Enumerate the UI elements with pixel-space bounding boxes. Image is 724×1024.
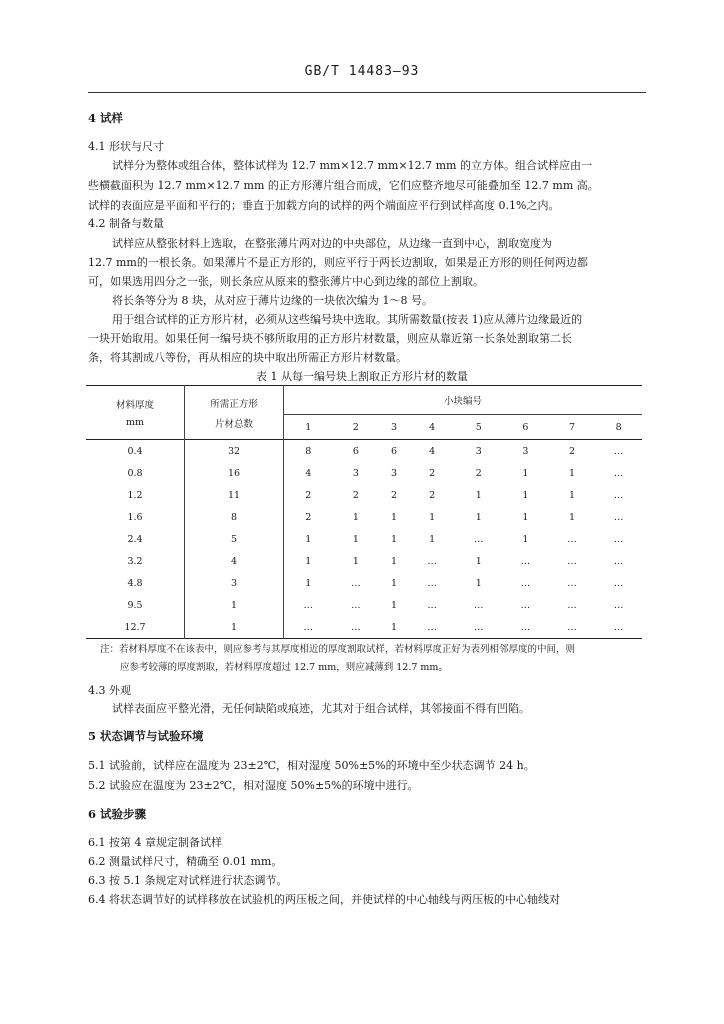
table-note: 应参考较薄的厚度割取，若材料厚度超过 12.7 mm，则应减薄到 12.7 mm。 (120, 662, 448, 673)
section-4-3-title: 4.3 外观 (88, 684, 131, 697)
section-4-1-line: 些横截面积为 12.7 mm×12.7 mm 的正方形薄片组合而成，它们应整齐地尽可能叠加至 12.7 mm 高。 (88, 179, 599, 192)
block-count-cell: … (613, 533, 624, 545)
standard-number-header: GB/T 14483—93 (304, 64, 420, 79)
block-count-cell: 2 (568, 445, 575, 457)
section-4-1-line: 试样分为整体或组合体，整体试样为 12.7 mm×12.7 mm×12.7 mm 的立方体。组合试样应由一 (112, 159, 592, 172)
block-count-cell: … (427, 621, 437, 633)
block-count-cell: 2 (429, 489, 436, 501)
total-count-cell: 1 (185, 594, 284, 616)
block-count-cell: 1 (390, 555, 398, 567)
block-count-cell: … (567, 555, 577, 567)
section-5-1: 5.1 试验前，试样应在温度为 23±2℃，相对湿度 50%±5%的环境中至少状态调节 24 h。 (88, 759, 535, 772)
block-count-cell: 1 (429, 511, 436, 523)
block-count-cell: 8 (284, 440, 333, 463)
block-number-cell: 5 (475, 421, 482, 433)
block-count-cell: … (284, 616, 333, 639)
block-number-cell: 3 (390, 421, 398, 433)
block-count-cell: … (351, 599, 361, 611)
section-6-3: 6.3 按 5.1 条规定对试样进行状态调节。 (88, 874, 288, 887)
thickness-cell: 12.7 (124, 621, 146, 633)
section-4-3-line: 试样表面应平整光滑，无任何缺陷或痕迹，尤其对于组合试样，其邻接面不得有凹陷。 (112, 702, 530, 715)
block-count-cell: 2 (352, 489, 359, 501)
block-count-cell: 1 (568, 489, 575, 501)
total-count-cell: 8 (185, 506, 284, 528)
block-count-cell: … (567, 621, 577, 633)
table-note: 注：若材料厚度不在该表中，则应参考与其厚度相近的厚度割取试样，若材料厚度正好为表列相邻厚度的中间，则 (100, 644, 576, 655)
block-count-cell: … (520, 599, 531, 611)
section-4-2-line: 将长条等分为 8 块，从对应于薄片边缘的一块依次编为 1～8 号。 (112, 294, 433, 307)
block-count-cell: 3 (475, 445, 482, 457)
block-count-cell: … (567, 533, 577, 545)
block-count-cell: 1 (429, 533, 436, 545)
thickness-cell: 1.6 (127, 511, 143, 523)
table-row (86, 572, 642, 594)
block-count-cell: 1 (284, 550, 333, 572)
block-count-cell: 1 (390, 511, 398, 523)
block-count-cell: 2 (284, 506, 333, 528)
table-body (86, 440, 642, 639)
block-count-cell: 1 (475, 577, 482, 589)
table-row (86, 528, 642, 550)
block-count-cell: 3 (522, 445, 529, 457)
block-count-cell: … (427, 599, 437, 611)
block-count-cell: 6 (390, 445, 398, 457)
block-number-cell: 7 (568, 421, 575, 433)
table-row (86, 484, 642, 506)
section-4-2-title: 4.2 制备与数量 (88, 217, 164, 230)
block-count-cell: … (474, 621, 484, 633)
block-count-cell: 4 (284, 462, 333, 484)
section-4-2-line: 可，如果选用四分之一张，则长条应从原来的整张薄片中心到边缘的部位上割取。 (88, 275, 484, 288)
section-6-4: 6.4 将状态调节好的试样移放在试验机的两压板之间，并使试样的中心轴线与两压板的中心轴线对 (88, 893, 560, 906)
block-count-cell: 1 (522, 489, 529, 501)
block-count-cell: … (613, 621, 624, 633)
block-count-cell: … (613, 577, 624, 589)
block-number-cell: 1 (284, 415, 333, 440)
total-count-cell: 16 (185, 462, 284, 484)
block-count-cell: … (427, 577, 437, 589)
total-count-cell: 3 (185, 572, 284, 594)
block-count-cell: 2 (390, 489, 398, 501)
block-count-cell: … (613, 555, 624, 567)
total-count-cell: 4 (185, 550, 284, 572)
thickness-cell: 9.5 (127, 599, 143, 611)
block-count-cell: … (520, 577, 531, 589)
section-4-2-line: 用于组合试样的正方形片材，必须从这些编号块中选取。其所需数量(按表 1)应从薄片边缘最近的 (112, 313, 583, 326)
block-count-cell: … (427, 555, 437, 567)
block-count-cell: 4 (429, 445, 436, 457)
table-caption: 表 1 从每一编号块上割取正方形片材的数量 (256, 370, 468, 383)
sample-count-table (86, 385, 642, 639)
block-count-cell: … (520, 621, 531, 633)
thickness-cell: 3.2 (127, 555, 143, 567)
table-row (86, 440, 642, 463)
total-count-cell: 5 (185, 528, 284, 550)
block-count-cell: … (613, 445, 624, 457)
table-row (86, 550, 642, 572)
block-count-cell: 1 (390, 621, 398, 633)
section-4-2-line: 一块开始取用。如果任何一编号块不够所取用的正方形片材数量，则应从靠近第一长条处割取第二长 (88, 332, 572, 345)
section-4-2-line: 条，将其割成八等份，再从相应的块中取出所需正方形片材数量。 (88, 351, 407, 364)
total-count-cell: 1 (185, 616, 284, 639)
section-6-1: 6.1 按第 4 章规定制备试样 (88, 836, 222, 849)
thickness-cell: 0.4 (127, 445, 143, 457)
table-row (86, 462, 642, 484)
header-total-line2: 片材总数 (214, 418, 253, 430)
block-count-cell: 1 (568, 467, 575, 479)
header-block-number: 小块编号 (284, 386, 643, 415)
total-count-cell: 11 (185, 484, 284, 506)
block-count-cell: 3 (390, 467, 398, 479)
block-count-cell: 1 (522, 511, 529, 523)
block-count-cell: 1 (352, 511, 359, 523)
header-total (185, 386, 284, 440)
section-4-2-line: 12.7 mm的一根长条。如果薄片不是正方形的，则应平行于两长边割取，如果是正方形的则任何两边都 (88, 256, 588, 269)
section-6-2: 6.2 测量试样尺寸，精确至 0.01 mm。 (88, 855, 283, 868)
total-count-cell: 32 (185, 440, 284, 463)
table-row (86, 594, 642, 616)
block-count-cell: 1 (475, 555, 482, 567)
block-count-cell: 1 (284, 572, 333, 594)
block-number-cell: 6 (522, 421, 529, 433)
section-4-2-line: 试样应从整张材料上选取，在整张薄片两对边的中央部位，从边缘一直到中心，割取宽度为 (112, 237, 552, 250)
block-count-cell: 1 (475, 489, 482, 501)
block-count-cell: … (520, 555, 531, 567)
block-count-cell: 1 (475, 511, 482, 523)
block-count-cell: … (613, 599, 624, 611)
block-count-cell: … (284, 594, 333, 616)
block-count-cell: … (613, 467, 624, 479)
header-total-line1: 所需正方形 (210, 398, 258, 410)
section-5-title: 5 状态调节与试验环境 (88, 729, 204, 743)
block-count-cell: 1 (522, 533, 529, 545)
section-4-title: 4 试样 (88, 111, 124, 125)
header-divider (88, 92, 646, 93)
block-count-cell: 1 (352, 555, 359, 567)
block-count-cell: … (351, 577, 361, 589)
block-count-cell: … (351, 621, 361, 633)
thickness-cell: 4.8 (127, 577, 143, 589)
section-5-2: 5.2 试验应在温度为 23±2℃，相对湿度 50%±5%的环境中进行。 (88, 779, 419, 792)
header-thickness (86, 386, 185, 440)
thickness-cell: 2.4 (127, 533, 143, 545)
block-count-cell: 3 (352, 467, 359, 479)
block-count-cell: 1 (568, 511, 575, 523)
section-4-1-line: 试样的表面应是平面和平行的；垂直于加载方向的试样的两个端面应平行到试样高度 0.1%之内。 (88, 199, 560, 212)
block-count-cell: … (567, 599, 577, 611)
block-count-cell: 6 (352, 445, 359, 457)
table-row (86, 506, 642, 528)
block-count-cell: … (567, 577, 577, 589)
block-count-cell: 1 (390, 599, 398, 611)
thickness-cell: 0.8 (127, 467, 143, 479)
block-count-cell: 1 (522, 467, 529, 479)
block-count-cell: … (474, 533, 484, 545)
block-count-cell: 1 (390, 533, 398, 545)
block-count-cell: … (474, 599, 484, 611)
block-count-cell: 1 (390, 577, 398, 589)
block-count-cell: 2 (429, 467, 436, 479)
block-number-cell: 8 (615, 421, 622, 433)
section-4-1-title: 4.1 形状与尺寸 (88, 140, 164, 153)
block-count-cell: 1 (284, 528, 333, 550)
table-row (86, 616, 642, 639)
block-number-cell: 2 (352, 421, 359, 433)
block-count-cell: 2 (284, 484, 333, 506)
thickness-cell: 1.2 (127, 489, 143, 501)
section-6-title: 6 试验步骤 (88, 807, 147, 821)
block-count-cell: 2 (475, 467, 482, 479)
header-thickness-unit: mm (125, 417, 145, 428)
block-count-cell: … (613, 511, 624, 523)
block-count-cell: 1 (352, 533, 359, 545)
block-count-cell: … (613, 489, 624, 501)
header-thickness-label: 材料厚度 (115, 400, 154, 411)
block-number-cell: 4 (429, 421, 436, 433)
